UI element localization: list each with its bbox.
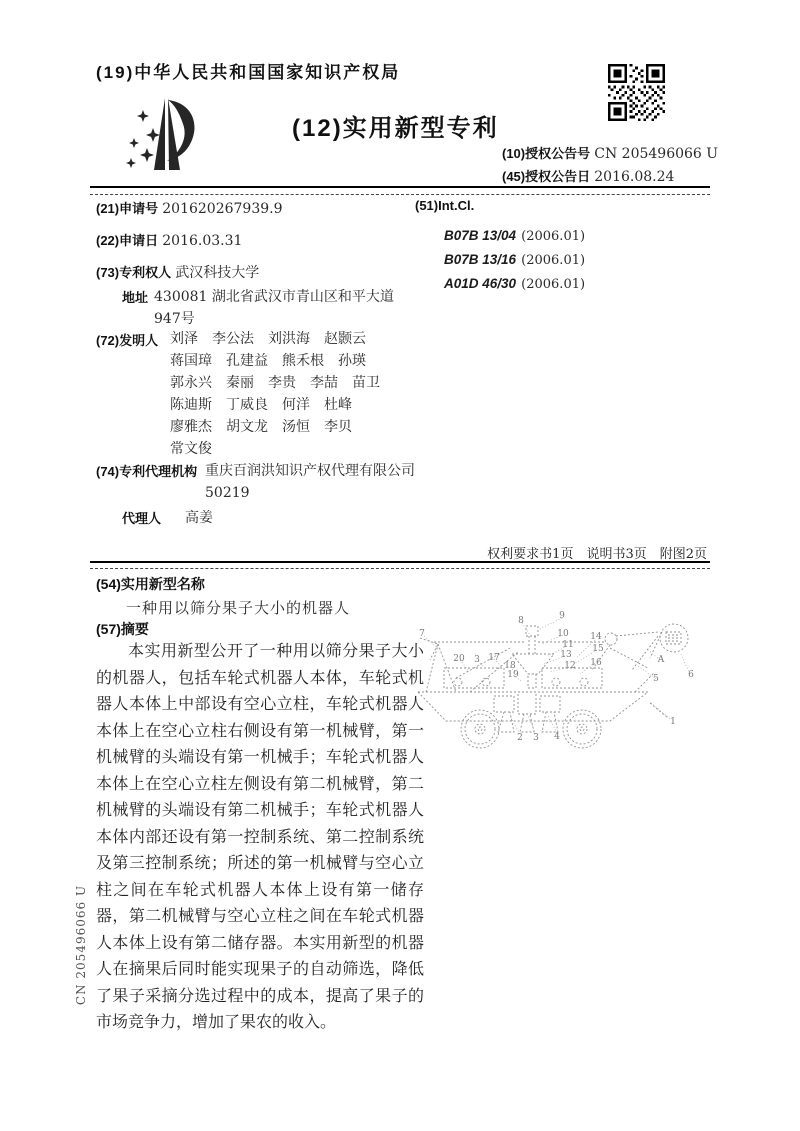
application-number-value: 201620267939.9 xyxy=(162,201,283,217)
figure-label: 10 xyxy=(557,629,569,639)
figure-label: 11 xyxy=(562,640,574,650)
figure-label: 8 xyxy=(518,616,524,626)
side-document-code: CN 205496066 U xyxy=(74,884,88,1006)
inventors-line: 郭永兴 秦丽 李贵 李喆 苗卫 xyxy=(170,375,380,391)
agent-label: 代理人 xyxy=(122,511,162,526)
patentee-value: 武汉科技大学 xyxy=(175,265,260,281)
header-rule-dashed xyxy=(90,194,710,195)
header-rule-solid xyxy=(90,186,710,188)
figure-label: 12 xyxy=(564,661,576,671)
abstract-label: (57)摘要 xyxy=(96,621,149,637)
int-cl-year: (2006.01) xyxy=(521,229,586,244)
figure-label: 9 xyxy=(559,611,565,621)
int-cl-label: (51)Int.Cl. xyxy=(415,198,475,213)
publication-date-row xyxy=(502,166,674,185)
figure-label: A xyxy=(657,655,665,665)
figure-label: 19 xyxy=(507,670,519,680)
figure-label: 3 xyxy=(533,733,539,743)
pages-info: 权利要求书1页 说明书3页 附图2页 xyxy=(487,547,707,562)
title-section-label: (54)实用新型名称 xyxy=(96,576,205,592)
publication-date-label: (45)授权公告日 xyxy=(502,169,591,184)
inventors-line: 陈迪斯 丁威良 何洋 杜峰 xyxy=(170,397,352,413)
int-cl-row xyxy=(444,273,585,292)
figure-label: 7 xyxy=(419,629,425,639)
int-cl-year: (2006.01) xyxy=(521,253,586,268)
figure-label: 3 xyxy=(474,655,480,665)
int-cl-row xyxy=(444,249,585,268)
inventors-list xyxy=(170,328,420,460)
inventors-line: 刘泽 李公法 刘洪海 赵颢云 xyxy=(170,331,366,347)
qr-code xyxy=(608,64,665,125)
figure-label: 13 xyxy=(560,650,572,660)
figure-label: 18 xyxy=(504,661,516,671)
agency-label: (74)专利代理机构 xyxy=(96,464,198,479)
mid-rule-dashed xyxy=(90,568,710,569)
application-number-row xyxy=(96,198,283,217)
application-number-label: (21)申请号 xyxy=(96,201,159,216)
document-type-title: (12)实用新型专利 xyxy=(292,115,499,142)
inventors-line: 常文俊 xyxy=(170,441,212,457)
patentee-label: (73)专利权人 xyxy=(96,265,172,280)
patent-drawing xyxy=(410,608,722,797)
issuing-office: (19)中华人民共和国国家知识产权局 xyxy=(96,63,401,82)
figure-label: 1 xyxy=(670,717,676,727)
figure-label: 6 xyxy=(688,670,694,680)
inventors-line: 廖雅杰 胡文龙 汤恒 李贝 xyxy=(170,419,352,435)
int-cl-code: A01D 46/30 xyxy=(444,276,517,291)
agency-value: 重庆百润洪知识产权代理有限公司 50219 xyxy=(205,463,415,501)
invention-title: 一种用以筛分果子大小的机器人 xyxy=(126,599,351,617)
inventors-label: (72)发明人 xyxy=(96,333,159,348)
application-date-row xyxy=(96,230,242,249)
address-label: 地址 xyxy=(122,290,149,305)
publication-number-label: (10)授权公告号 xyxy=(502,146,591,161)
mid-rule-solid xyxy=(90,561,710,563)
figure-label: 16 xyxy=(590,658,602,668)
abstract-text: 本实用新型公开了一种用以筛分果子大小的机器人，包括车轮式机器人本体，车轮式机器人本体上中部设有空心立柱，车轮式机器人本体上在空心立柱右侧设有第一机械臂，第一机械臂的头端设有第一机械手；车轮式机器人本体上在空心立柱左侧设有第二机械臂，第二机械臂的头端设有第二机械手；车轮式机器人本体内部还设有第一控制系统、第二控制系统及第三控制系统；所述的第一机械臂与空心立柱之间在车轮式机器人本体上设有第一储存器，第二机械臂与空心立柱之间在车轮式机器人本体上设有第二储存器。本实用新型的机器人在摘果后同时能实现果子的自动筛选，降低了果子采摘分选过程中的成本，提高了果子的市场竞争力，增加了果农的收入。 xyxy=(96,641,424,1031)
publication-number-row xyxy=(502,143,718,162)
figure-label: 15 xyxy=(592,644,604,654)
application-date-value: 2016.03.31 xyxy=(162,233,243,249)
figure-label: 20 xyxy=(453,654,465,664)
agent-value: 高姜 xyxy=(185,510,213,526)
application-date-label: (22)申请日 xyxy=(96,233,159,248)
address-value: 430081 湖北省武汉市青山区和平大道947号 xyxy=(154,289,394,327)
figure-label: 2 xyxy=(517,733,523,743)
figure-label: 14 xyxy=(590,632,602,642)
patentee-row xyxy=(96,262,259,282)
figure-label: 4 xyxy=(554,732,560,742)
int-cl-code: B07B 13/16 xyxy=(444,252,517,267)
int-cl-row xyxy=(444,225,585,244)
int-cl-code: B07B 13/04 xyxy=(444,228,517,243)
publication-number-value: CN 205496066 U xyxy=(594,146,719,162)
inventors-line: 蒋国璋 孔建益 熊禾根 孙瑛 xyxy=(170,353,366,369)
publication-date-value: 2016.08.24 xyxy=(594,169,675,185)
sipo-logo-icon xyxy=(120,94,214,188)
int-cl-year: (2006.01) xyxy=(521,277,586,292)
figure-label: 5 xyxy=(653,674,659,684)
figure-label: 17 xyxy=(488,653,500,663)
